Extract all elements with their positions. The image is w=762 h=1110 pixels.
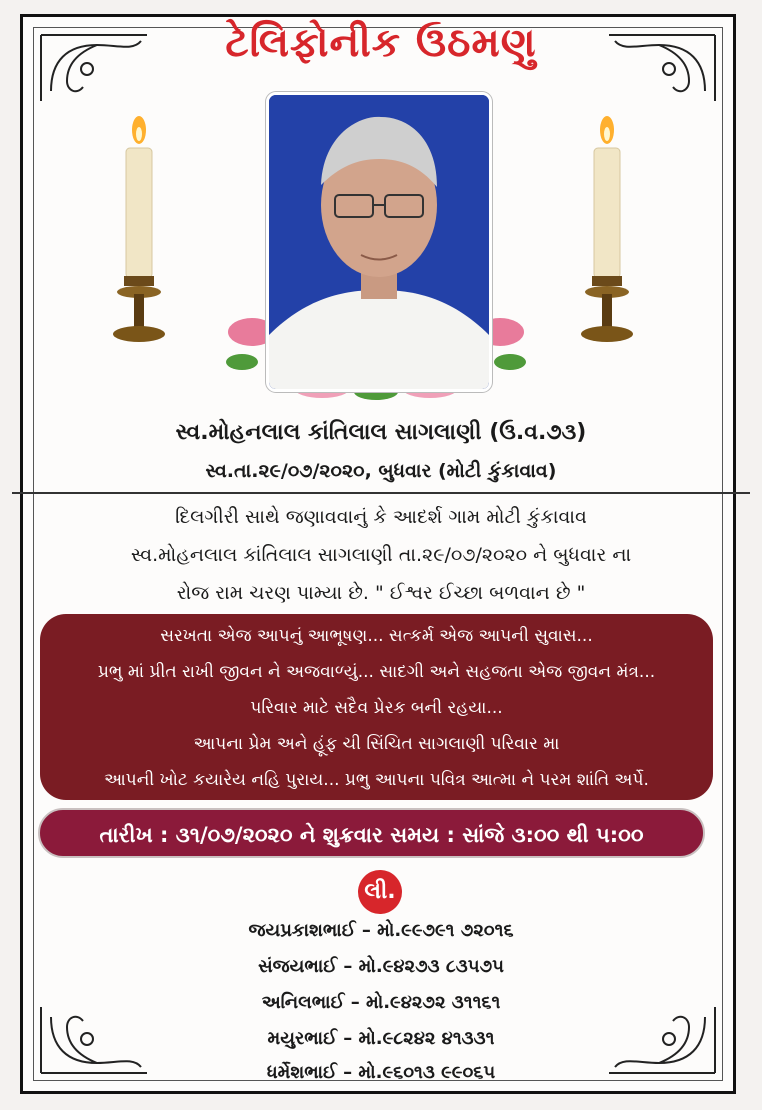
contact-line: અનિલભાઈ – મો.૯૪૨૭૨ ૩૧૧૬૧ bbox=[261, 992, 501, 1013]
message-line: સ્વ.મોહનલાલ કાંતિલાલ સાગલાણી તા.૨૯/૦૭/૨૦૨૦ ને બુધવાર ના bbox=[130, 544, 632, 566]
candle-icon-right bbox=[572, 112, 642, 352]
from-badge: લી. bbox=[358, 870, 402, 914]
contact-line: ધર્મેશભાઈ – મો.૯૬૦૧૩ ૯૯૦૬૫ bbox=[266, 1062, 496, 1083]
tribute-line: આપના પ્રેમ અને હૂંફ ચી સિંચિત સાગલાણી પરિવાર મા bbox=[193, 734, 560, 754]
tribute-line: આપની ખોટ કયારેય નહિ પુરાય... પ્રભુ આપના પવિત્ર આત્મા ને પરમ શાંતિ અર્પે. bbox=[104, 770, 649, 790]
tribute-line: પરિવાર માટે સદૈવ પ્રેરક બની રહયા... bbox=[250, 698, 503, 718]
portrait-photo bbox=[266, 92, 492, 392]
contact-line: જયપ્રકાશભાઈ – મો.૯૯૭૯૧ ૭૨૦૧૬ bbox=[248, 920, 514, 941]
divider bbox=[12, 492, 750, 494]
tribute-box bbox=[40, 614, 713, 800]
message-line: રોજ રામ ચરણ પામ્યા છે. " ઈશ્વર ઈચ્છા બળવાન છે " bbox=[176, 582, 586, 604]
candle-icon-left bbox=[104, 112, 174, 352]
portrait-frame bbox=[266, 92, 486, 386]
death-details: સ્વ.તા.૨૯/૦૭/૨૦૨૦, બુધવાર (મોટી કુંકાવાવ) bbox=[205, 460, 557, 482]
page-title: ટેલિફોનીક ઉઠમણુ bbox=[225, 20, 537, 66]
tribute-line: સરખતા એજ આપનું આભૂષણ... સત્કર્મ એજ આપની સુવાસ... bbox=[160, 626, 593, 646]
deceased-name: સ્વ.મોહનલાલ કાંતિલાલ સાગલાણી (ઉ.વ.૭૩) bbox=[175, 420, 587, 445]
contact-line: સંજયભાઈ – મો.૯૪૨૭૩ ૮૩૫૭૫ bbox=[258, 956, 504, 977]
message-line: દિલગીરી સાથે જણાવવાનું કે આદર્શ ગામ મોટી કુંકાવાવ bbox=[175, 506, 587, 528]
tribute-line: પ્રભુ માં પ્રીત રાખી જીવન ને અજવાળ્યું... સાદગી અને સહજતા એજ જીવન મંત્ર... bbox=[97, 662, 656, 682]
schedule-banner: તારીખ : ૩૧/૦૭/૨૦૨૦ ને શુક્રવાર સમય : સાંજે ૩:૦૦ થી ૫:૦૦ bbox=[38, 808, 705, 858]
contact-line: મયુરભાઈ – મો.૯૮૨૪૨ ૪૧૩૩૧ bbox=[267, 1028, 495, 1049]
